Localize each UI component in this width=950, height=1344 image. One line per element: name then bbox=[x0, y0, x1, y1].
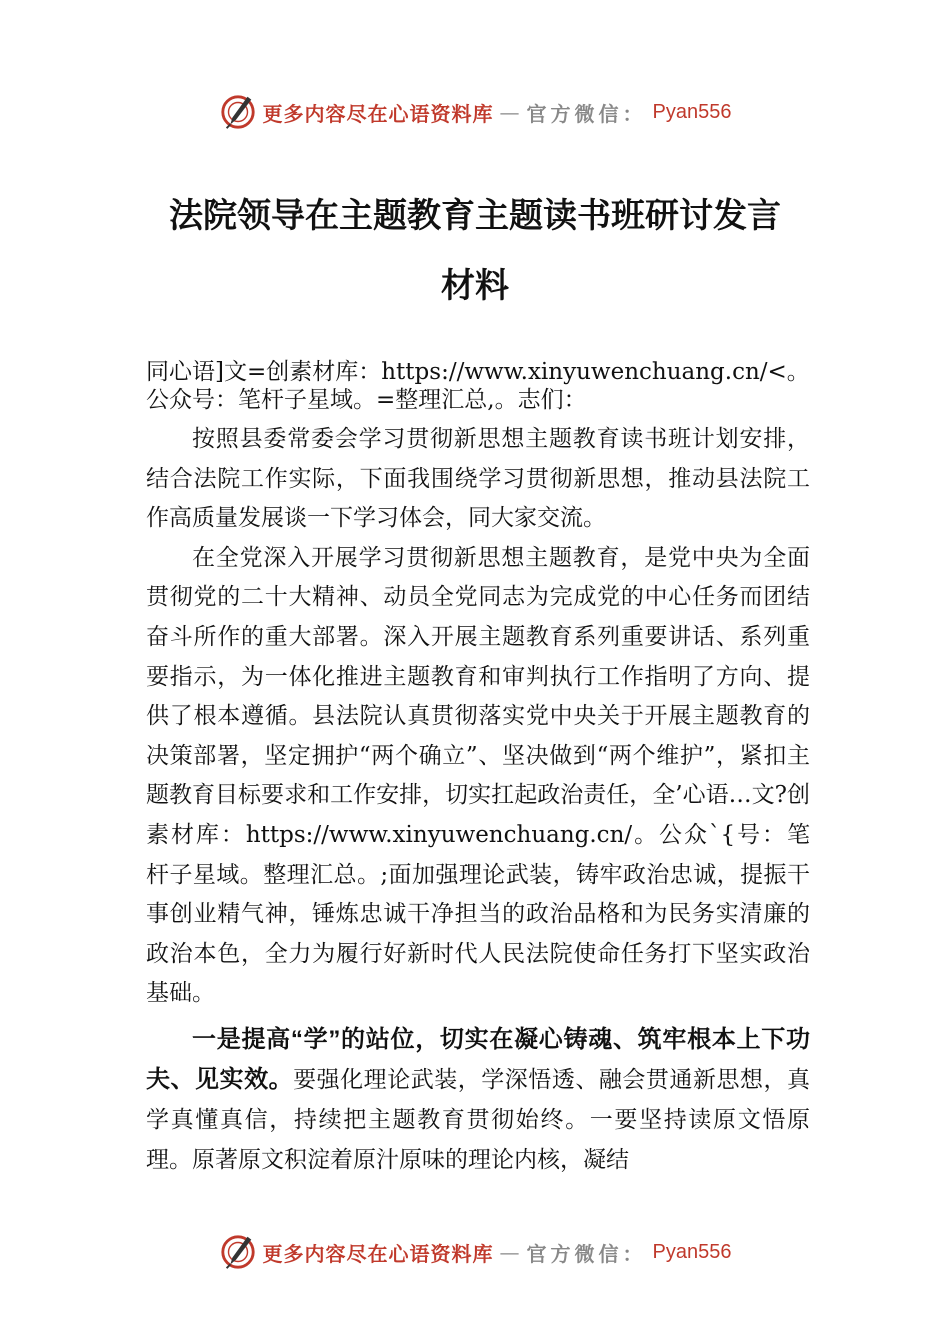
quill-pen-logo-icon bbox=[219, 93, 257, 131]
watermark-separator: — bbox=[499, 100, 521, 124]
meta-line: 同心语]文=创素材库：https://www.xinyuwenchuang.cn/<。 bbox=[146, 359, 810, 385]
watermark-wechat-id: Pyan556 bbox=[652, 1240, 732, 1263]
section-paragraph bbox=[146, 1020, 810, 1180]
section-heading: 一是提高“学”的站位，切实在凝心铸魂、筑牢根本上下功夫、见实效。 bbox=[146, 1025, 810, 1093]
body-paragraph: 按照县委常委会学习贯彻新思想主题教育读书班计划安排，结合法院工作实际，下面我围绕学习贯彻新思想，推动县法院工作高质量发展谈一下学习体会，同大家交流。 bbox=[146, 426, 810, 532]
watermark-label: 官方微信： bbox=[526, 101, 647, 126]
quill-pen-logo-icon bbox=[219, 1233, 257, 1271]
document-body bbox=[146, 358, 810, 1180]
watermark-text: 更多内容尽在心语资料库 bbox=[262, 101, 494, 126]
watermark-text: 更多内容尽在心语资料库 bbox=[262, 1241, 494, 1266]
header-watermark bbox=[0, 93, 950, 131]
watermark-wechat-id: Pyan556 bbox=[652, 100, 732, 123]
document-title-line1: 法院领导在主题教育主题读书班研讨发言 bbox=[169, 196, 781, 236]
body-paragraph: 在全党深入开展学习贯彻新思想主题教育，是党中央为全面贯彻党的二十大精神、动员全党同志为完成党的中心任务而团结奋斗所作的重大部署。深入开展主题教育系列重要讲话、系列重要指示，为一体化推进主题教育和审判执行工作指明了方向、提供了根本遵循。县法院认真贯彻落实党中央关于开展主题教育的决策部署，坚定拥护“两个确立”、坚决做到“两个维护”，紧扣主题教育目标要求和工作安排，切实扛起政治责任，全’心语…文?创素材库：https://www.xinyuwenchuang.cn/。公众`{号：笔杆子星域。整理汇总。;面加强理论武装，铸牢政治忠诚，提振干事创业精气神，锤炼忠诚干净担当的政治品格和为民务实清廉的政治本色，全力为履行好新时代人民法院使命任务打下坚实政治基础。 bbox=[146, 544, 810, 1007]
document-title-line2: 材料 bbox=[441, 266, 509, 306]
watermark-separator: — bbox=[499, 1240, 521, 1264]
watermark-label: 官方微信： bbox=[526, 1241, 647, 1266]
footer-watermark bbox=[0, 1233, 950, 1271]
section-text: 要强化理论武装，学深悟透、融会贯通新思想，真学真懂真信，持续把主题教育贯彻始终。一要坚持读原文悟原理。原著原文积淀着原汁原味的理论内核，凝结 bbox=[146, 1066, 811, 1173]
meta-line: 公众号：笔杆子星域。=整理汇总,。志们： bbox=[146, 387, 587, 413]
